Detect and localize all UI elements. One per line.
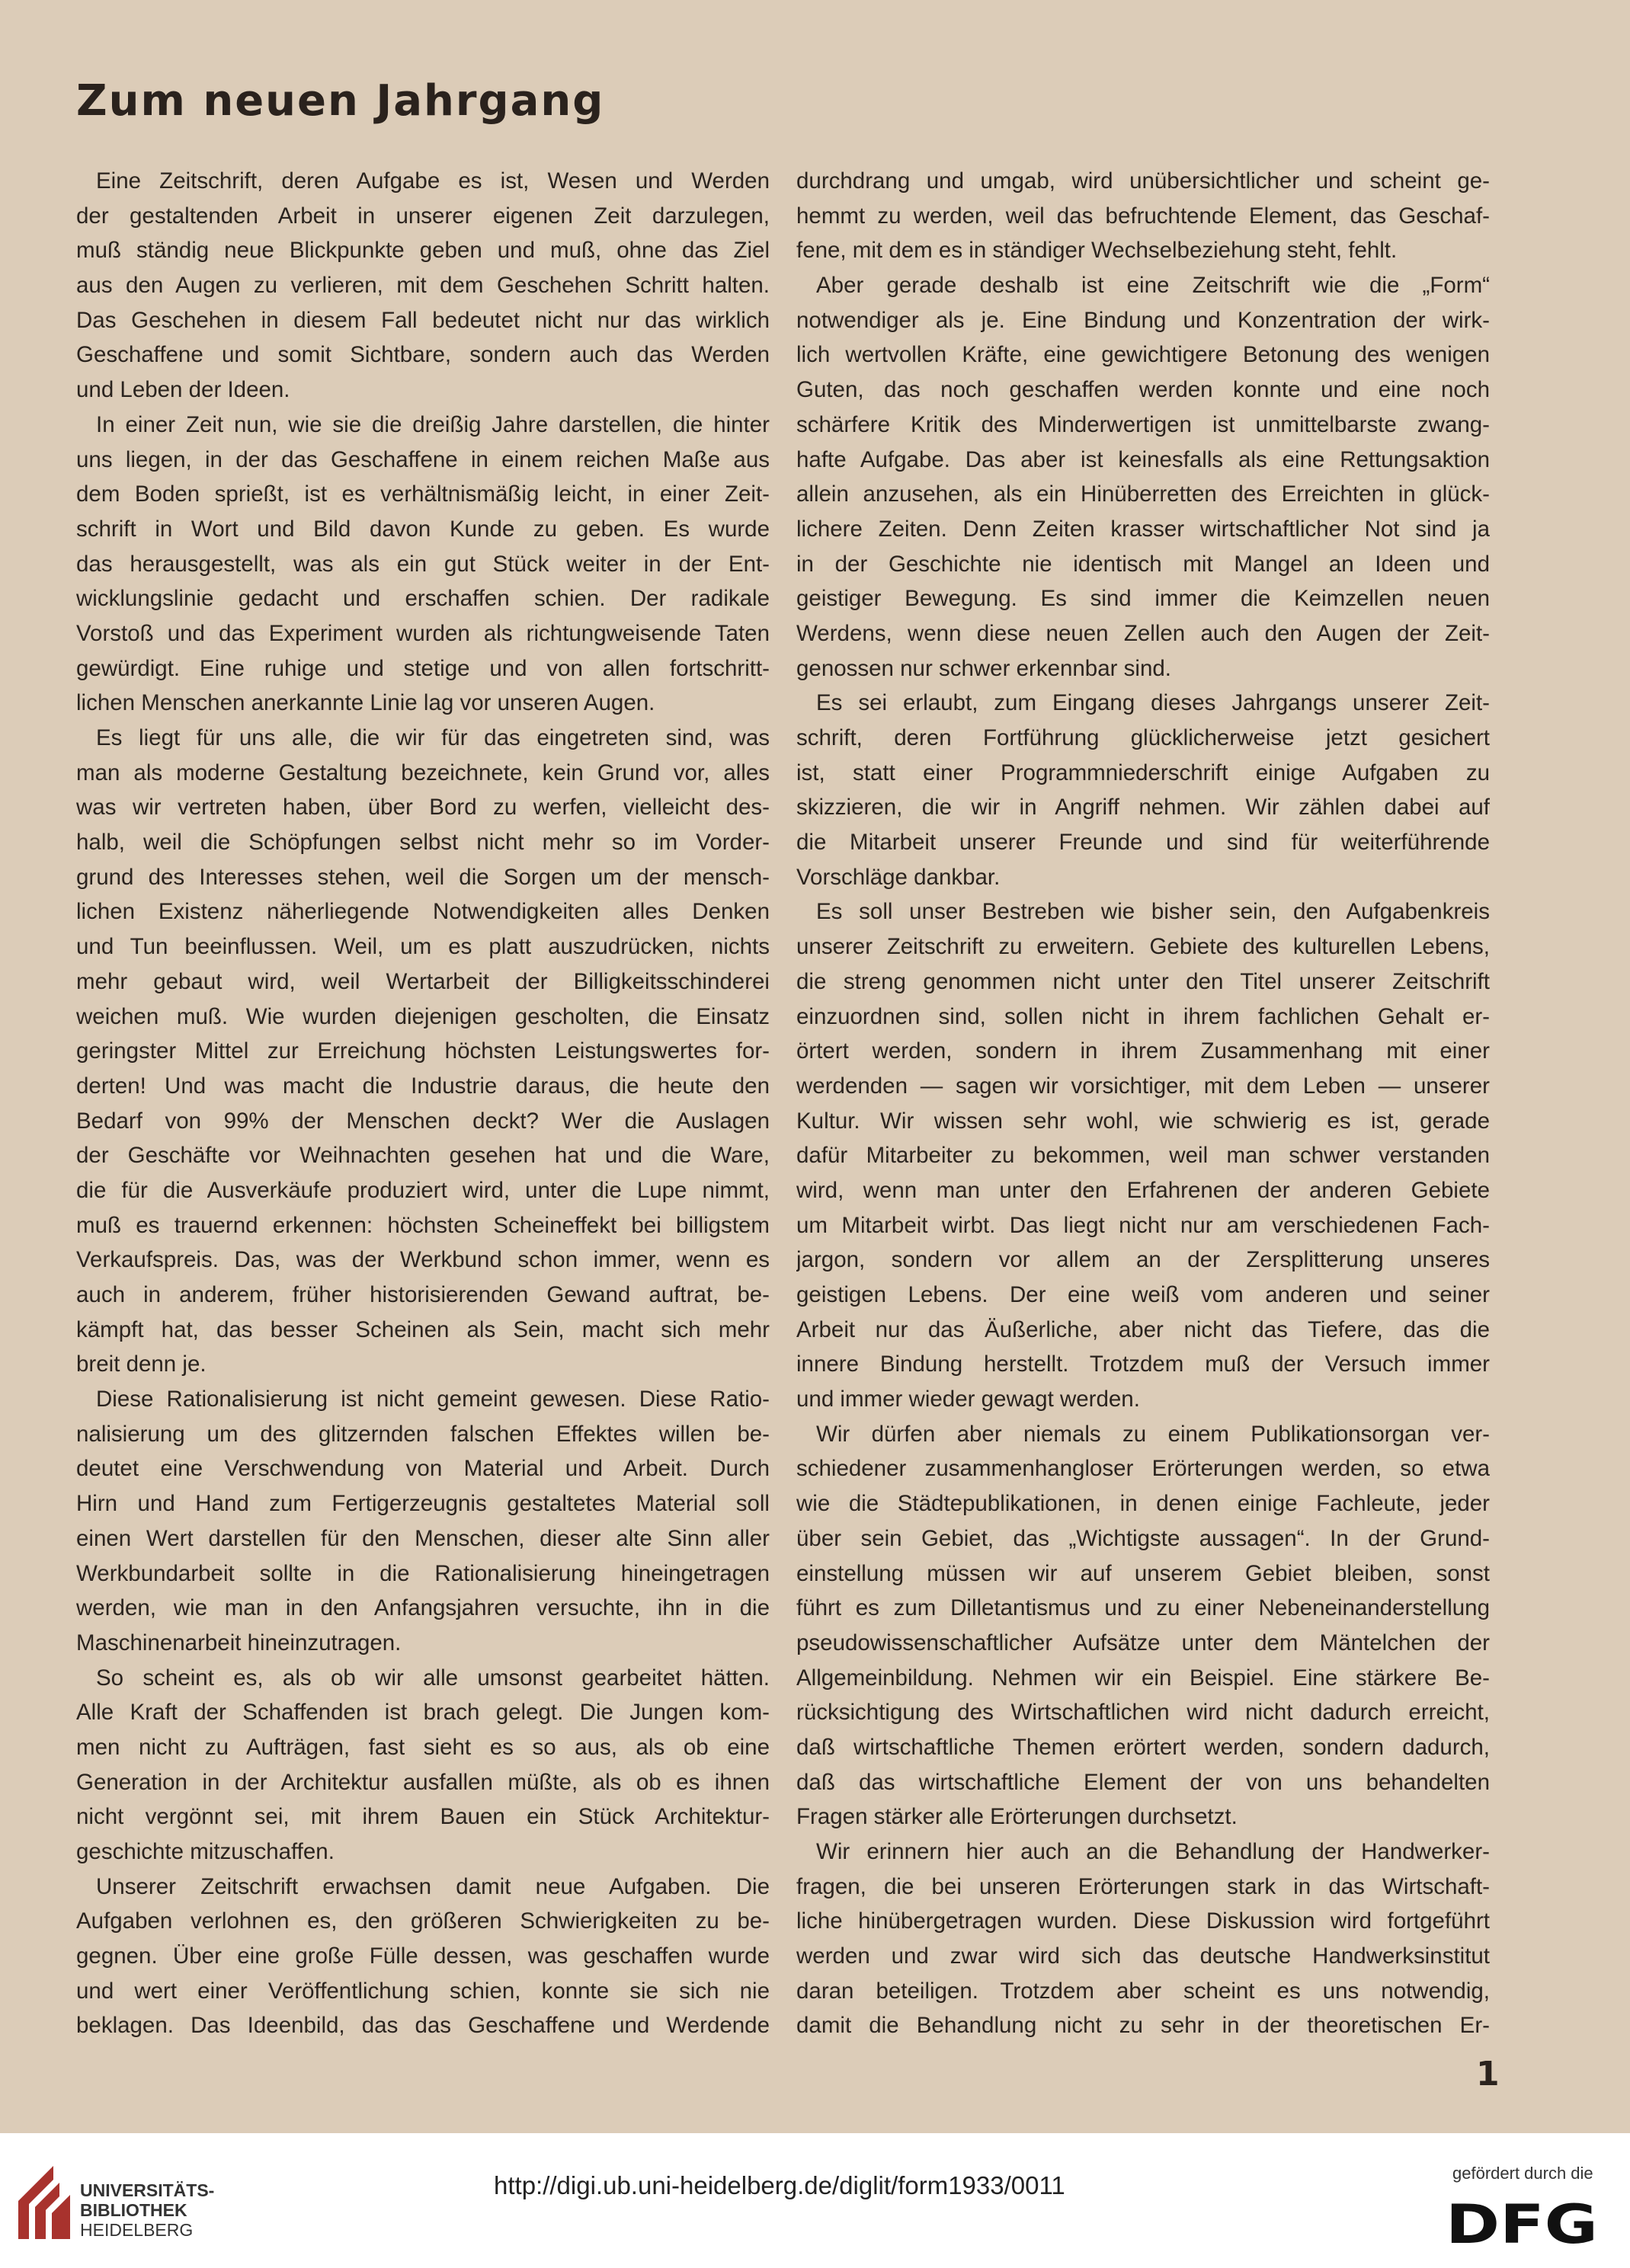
text-line: daran beteiligen. Trotzdem aber scheint es uns notwendig, bbox=[796, 1978, 1490, 2004]
text-line: So scheint es, als ob wir alle umsonst gearbeitet hätten. bbox=[96, 1665, 770, 1691]
text-line: Unserer Zeitschrift erwachsen damit neue Aufgaben. Die bbox=[96, 1873, 770, 1899]
text-line: skizzieren, die wir in Angriff nehmen. Wir zählen dabei auf bbox=[796, 795, 1490, 821]
text-line: einen Wert darstellen für den Menschen, dieser alte Sinn aller bbox=[76, 1525, 770, 1551]
text-line: Arbeit nur das Äußerliche, aber nicht das Tiefere, das die bbox=[796, 1316, 1490, 1342]
text-line: um Mitarbeit wirbt. Das liegt nicht nur am verschiedenen Fach- bbox=[796, 1212, 1490, 1238]
digitization-footer bbox=[0, 2133, 1630, 2268]
text-line: mehr gebaut wird, weil Wertarbeit der Billigkeitsschinderei bbox=[76, 968, 770, 994]
text-line: lichere Zeiten. Denn Zeiten krasser wirtschaftlicher Not sind ja bbox=[796, 516, 1490, 542]
text-line: werdenden — sagen wir vorsichtiger, mit dem Leben — unserer bbox=[796, 1073, 1490, 1099]
text-line: Fragen stärker alle Erörterungen durchsetzt. bbox=[796, 1804, 1238, 1830]
text-line: Alle Kraft der Schaffenden ist brach gelegt. Die Jungen kom- bbox=[76, 1700, 770, 1726]
text-column-right bbox=[796, 164, 1490, 2043]
text-line: auch in anderem, früher historisierenden Gewand auftrat, be- bbox=[76, 1282, 770, 1307]
text-line: lichen Menschen anerkannte Linie lag vor unseren Augen. bbox=[76, 690, 655, 716]
text-line: Generation in der Architektur ausfallen müßte, als ob es ihnen bbox=[76, 1769, 770, 1795]
text-line: Wir erinnern hier auch an die Behandlung der Handwerker- bbox=[816, 1839, 1490, 1864]
text-line: innere Bindung herstellt. Trotzdem muß der Versuch immer bbox=[796, 1352, 1490, 1377]
text-line: hafte Aufgabe. Das aber ist keinesfalls als eine Rettungsaktion bbox=[796, 446, 1490, 472]
text-line: muß ständig neue Blickpunkte geben und muß, ohne das Ziel bbox=[76, 238, 770, 264]
text-line: geistiger Bewegung. Es sind immer die Keimzellen neuen bbox=[796, 586, 1490, 612]
text-line: lich wertvollen Kräfte, eine gewichtigere Betonung des wenigen bbox=[796, 342, 1490, 368]
text-line: deutet eine Verschwendung von Material und Arbeit. Durch bbox=[76, 1456, 770, 1482]
text-line: hemmt zu werden, weil das befruchtende Element, das Geschaf- bbox=[796, 203, 1490, 229]
text-line: dafür Mitarbeiter zu bekommen, weil man schwer verstanden bbox=[796, 1143, 1490, 1169]
text-line: die streng genommen nicht unter den Titel unserer Zeitschrift bbox=[796, 968, 1490, 994]
digitization-url-link[interactable]: http://digi.ub.uni-heidelberg.de/diglit/form1933/0011 bbox=[494, 2171, 1065, 2199]
text-line: schrift in Wort und Bild davon Kunde zu geben. Es wurde bbox=[76, 516, 770, 542]
text-line: Verkaufspreis. Das, was der Werkbund schon immer, wenn es bbox=[76, 1247, 770, 1273]
text-line: Maschinenarbeit hineinzutragen. bbox=[76, 1630, 402, 1655]
text-line: und immer wieder gewagt werden. bbox=[796, 1387, 1140, 1412]
text-line: weichen muß. Wie wurden diejenigen gescholten, die Einsatz bbox=[76, 1003, 770, 1029]
text-line: pseudowissenschaftlicher Aufsätze unter dem Mäntelchen der bbox=[796, 1630, 1490, 1655]
library-name-line: HEIDELBERG bbox=[80, 2220, 194, 2240]
ub-heidelberg-logo-icon bbox=[14, 2160, 75, 2245]
text-line: derten! Und was macht die Industrie daraus, die heute den bbox=[76, 1073, 770, 1099]
text-line: aus den Augen zu verlieren, mit dem Geschehen Schritt halten. bbox=[76, 273, 770, 299]
text-line: werden und zwar wird sich das deutsche Handwerksinstitut bbox=[796, 1943, 1490, 1969]
text-line: Das Geschehen in diesem Fall bedeutet nicht nur das wirklich bbox=[76, 307, 770, 333]
text-line: Werkbundarbeit sollte in die Rationalisierung hineingetragen bbox=[76, 1560, 770, 1586]
text-line: jargon, sondern vor allem an der Zersplitterung unseres bbox=[796, 1247, 1490, 1273]
text-line: allein anzusehen, als ein Hinüberretten des Erreichten in glück- bbox=[796, 481, 1490, 507]
text-line: wie die Städtepublikationen, in denen einige Fachleute, jeder bbox=[796, 1491, 1490, 1517]
text-line: und Tun beeinflussen. Weil, um es platt auszudrücken, nichts bbox=[76, 934, 770, 960]
text-line: schiedener zusammenhangloser Erörterungen werden, so etwa bbox=[796, 1456, 1490, 1482]
text-line: Allgemeinbildung. Nehmen wir ein Beispiel. Eine stärkere Be- bbox=[796, 1665, 1490, 1691]
text-line: und wert einer Veröffentlichung schien, konnte sie sich nie bbox=[76, 1978, 770, 2004]
text-line: geringster Mittel zur Erreichung höchsten Leistungswertes for- bbox=[76, 1038, 770, 1064]
text-line: In einer Zeit nun, wie sie die dreißig Jahre darstellen, die hinter bbox=[96, 411, 770, 437]
text-line: Bedarf von 99% der Menschen deckt? Wer die Auslagen bbox=[76, 1108, 770, 1134]
text-line: der gestaltenden Arbeit in unserer eigenen Zeit darzulegen, bbox=[76, 203, 770, 229]
text-line: einstellung müssen wir auf unserem Gebiet bleiben, sonst bbox=[796, 1560, 1490, 1586]
article-title: Zum neuen Jahrgang bbox=[76, 76, 605, 126]
text-line: Werdens, wenn diese neuen Zellen auch den Augen der Zeit- bbox=[796, 620, 1490, 646]
text-line: was wir vertreten haben, über Bord zu werfen, vielleicht des- bbox=[76, 795, 770, 821]
text-line: geschichte mitzuschaffen. bbox=[76, 1839, 335, 1864]
text-line: durchdrang und umgab, wird unübersichtlicher und scheint ge- bbox=[796, 168, 1490, 194]
text-line: Es sei erlaubt, zum Eingang dieses Jahrgangs unserer Zeit- bbox=[816, 690, 1490, 716]
text-line: kämpft hat, das besser Scheinen als Sein, macht sich mehr bbox=[76, 1316, 770, 1342]
text-line: grund des Interesses stehen, weil die Sorgen um der mensch- bbox=[76, 864, 770, 890]
text-line: nicht vergönnt sei, mit ihrem Bauen ein Stück Architektur- bbox=[76, 1804, 770, 1830]
text-line: beklagen. Das Ideenbild, das das Geschaffene und Werdende bbox=[76, 2013, 770, 2039]
text-line: Hirn und Hand zum Fertigerzeugnis gestaltetes Material soll bbox=[76, 1491, 770, 1517]
text-line: daß das wirtschaftliche Element der von uns behandelten bbox=[796, 1769, 1490, 1795]
library-name-line: BIBLIOTHEK bbox=[80, 2200, 187, 2220]
text-line: Wir dürfen aber niemals zu einem Publikationsorgan ver- bbox=[816, 1421, 1490, 1447]
text-line: lichen Existenz näherliegende Notwendigkeiten alles Denken bbox=[76, 899, 770, 925]
text-line: nalisierung um des glitzernden falschen Effektes willen be- bbox=[76, 1421, 770, 1447]
text-line: liche hinübergetragen wurden. Diese Diskussion wird fortgeführt bbox=[796, 1908, 1490, 1934]
library-name-line: UNIVERSITÄTS- bbox=[80, 2180, 215, 2200]
text-line: die für die Ausverkäufe produziert wird, unter die Lupe nimmt, bbox=[76, 1177, 770, 1203]
funding-caption: gefördert durch die bbox=[1452, 2164, 1593, 2183]
text-line: notwendiger als je. Eine Bindung und Konzentration der wirk- bbox=[796, 307, 1490, 333]
text-line: daß wirtschaftliche Themen erörtert werden, sondern dadurch, bbox=[796, 1734, 1490, 1760]
text-line: Geschaffene und somit Sichtbare, sondern auch das Werden bbox=[76, 342, 770, 368]
text-line: der Geschäfte vor Weihnachten gesehen hat und die Ware, bbox=[76, 1143, 770, 1169]
text-line: und Leben der Ideen. bbox=[76, 377, 290, 403]
text-line: wicklungslinie gedacht und erschaffen schien. Der radikale bbox=[76, 586, 770, 612]
text-line: in der Geschichte nie identisch mit Mangel an Ideen und bbox=[796, 551, 1490, 577]
text-line: gewürdigt. Eine ruhige und stetige und von allen fortschritt- bbox=[76, 655, 770, 681]
text-line: muß es trauernd erkennen: höchsten Scheineffekt bei billigstem bbox=[76, 1212, 770, 1238]
text-line: das herausgestellt, was als ein gut Stück weiter in der Ent- bbox=[76, 551, 770, 577]
text-line: ist, statt einer Programmniederschrift einige Aufgaben zu bbox=[796, 760, 1490, 785]
dfg-logo-icon bbox=[1444, 2197, 1604, 2249]
dfg-logo-text: DFG bbox=[1446, 2197, 1598, 2249]
text-line: werden, wie man in den Anfangsjahren versuchte, ihn in die bbox=[76, 1595, 770, 1621]
text-line: Vorschläge dankbar. bbox=[796, 864, 1001, 890]
text-line: schrift, deren Fortführung glücklicherweise jetzt gesichert bbox=[796, 725, 1490, 750]
text-line: Es liegt für uns alle, die wir für das eingetreten sind, was bbox=[96, 725, 770, 750]
page-number: 1 bbox=[1476, 2055, 1500, 2094]
text-line: unserer Zeitschrift zu erweitern. Gebiete des kulturellen Lebens, bbox=[796, 934, 1490, 960]
text-line: geistigen Lebens. Der eine weiß vom anderen und seiner bbox=[796, 1282, 1490, 1307]
text-line: halb, weil die Schöpfungen selbst nicht mehr so im Vorder- bbox=[76, 830, 770, 856]
text-line: einzuordnen sind, sollen nicht in ihrem fachlichen Gehalt er- bbox=[796, 1003, 1490, 1029]
text-line: über sein Gebiet, das „Wichtigste aussagen“. In der Grund- bbox=[796, 1525, 1490, 1551]
text-line: Diese Rationalisierung ist nicht gemeint gewesen. Diese Ratio- bbox=[96, 1387, 770, 1412]
text-line: Aufgaben verlohnen es, den größeren Schwierigkeiten zu be- bbox=[76, 1908, 770, 1934]
text-line: schärfere Kritik des Minderwertigen ist unmittelbarste zwang- bbox=[796, 411, 1490, 437]
text-line: dem Boden sprießt, ist es verhältnismäßig leicht, in einer Zeit- bbox=[76, 481, 770, 507]
library-name bbox=[80, 2180, 214, 2240]
text-line: führt es zum Dilletantismus und zu einer Nebeneinanderstellung bbox=[796, 1595, 1490, 1621]
text-line: die Mitarbeit unserer Freunde und sind für weiterführende bbox=[796, 830, 1490, 856]
text-line: Kultur. Wir wissen sehr wohl, wie schwierig es ist, gerade bbox=[796, 1108, 1490, 1134]
text-line: man als moderne Gestaltung bezeichnete, kein Grund vor, alles bbox=[76, 760, 770, 785]
text-line: uns liegen, in der das Geschaffene in einem reichen Maße aus bbox=[76, 446, 770, 472]
text-line: gegnen. Über eine große Fülle dessen, was geschaffen wurde bbox=[76, 1943, 770, 1969]
text-line: Vorstoß und das Experiment wurden als richtungweisende Taten bbox=[76, 620, 770, 646]
text-line: fene, mit dem es in ständiger Wechselbeziehung steht, fehlt. bbox=[796, 238, 1398, 264]
text-line: damit die Behandlung nicht zu sehr in der theoretischen Er- bbox=[796, 2013, 1490, 2039]
text-line: Eine Zeitschrift, deren Aufgabe es ist, Wesen und Werden bbox=[96, 168, 770, 194]
text-line: Guten, das noch geschaffen werden konnte und eine noch bbox=[796, 377, 1490, 403]
text-line: rücksichtigung des Wirtschaftlichen wird nicht dadurch erreicht, bbox=[796, 1700, 1490, 1726]
text-line: Aber gerade deshalb ist eine Zeitschrift wie die „Form“ bbox=[816, 273, 1490, 299]
text-line: fragen, die bei unseren Erörterungen stark in das Wirtschaft- bbox=[796, 1873, 1490, 1899]
text-line: genossen nur schwer erkennbar sind. bbox=[796, 655, 1171, 681]
text-line: wird, wenn man unter den Erfahrenen der anderen Gebiete bbox=[796, 1177, 1490, 1203]
text-line: örtert werden, sondern in ihrem Zusammenhang mit einer bbox=[796, 1038, 1490, 1064]
text-line: men nicht zu Aufträgen, fast sieht es so aus, als ob eine bbox=[76, 1734, 770, 1760]
text-line: breit denn je. bbox=[76, 1352, 207, 1377]
text-line: Es soll unser Bestreben wie bisher sein, den Aufgabenkreis bbox=[816, 899, 1490, 925]
text-column-left bbox=[76, 164, 770, 2043]
